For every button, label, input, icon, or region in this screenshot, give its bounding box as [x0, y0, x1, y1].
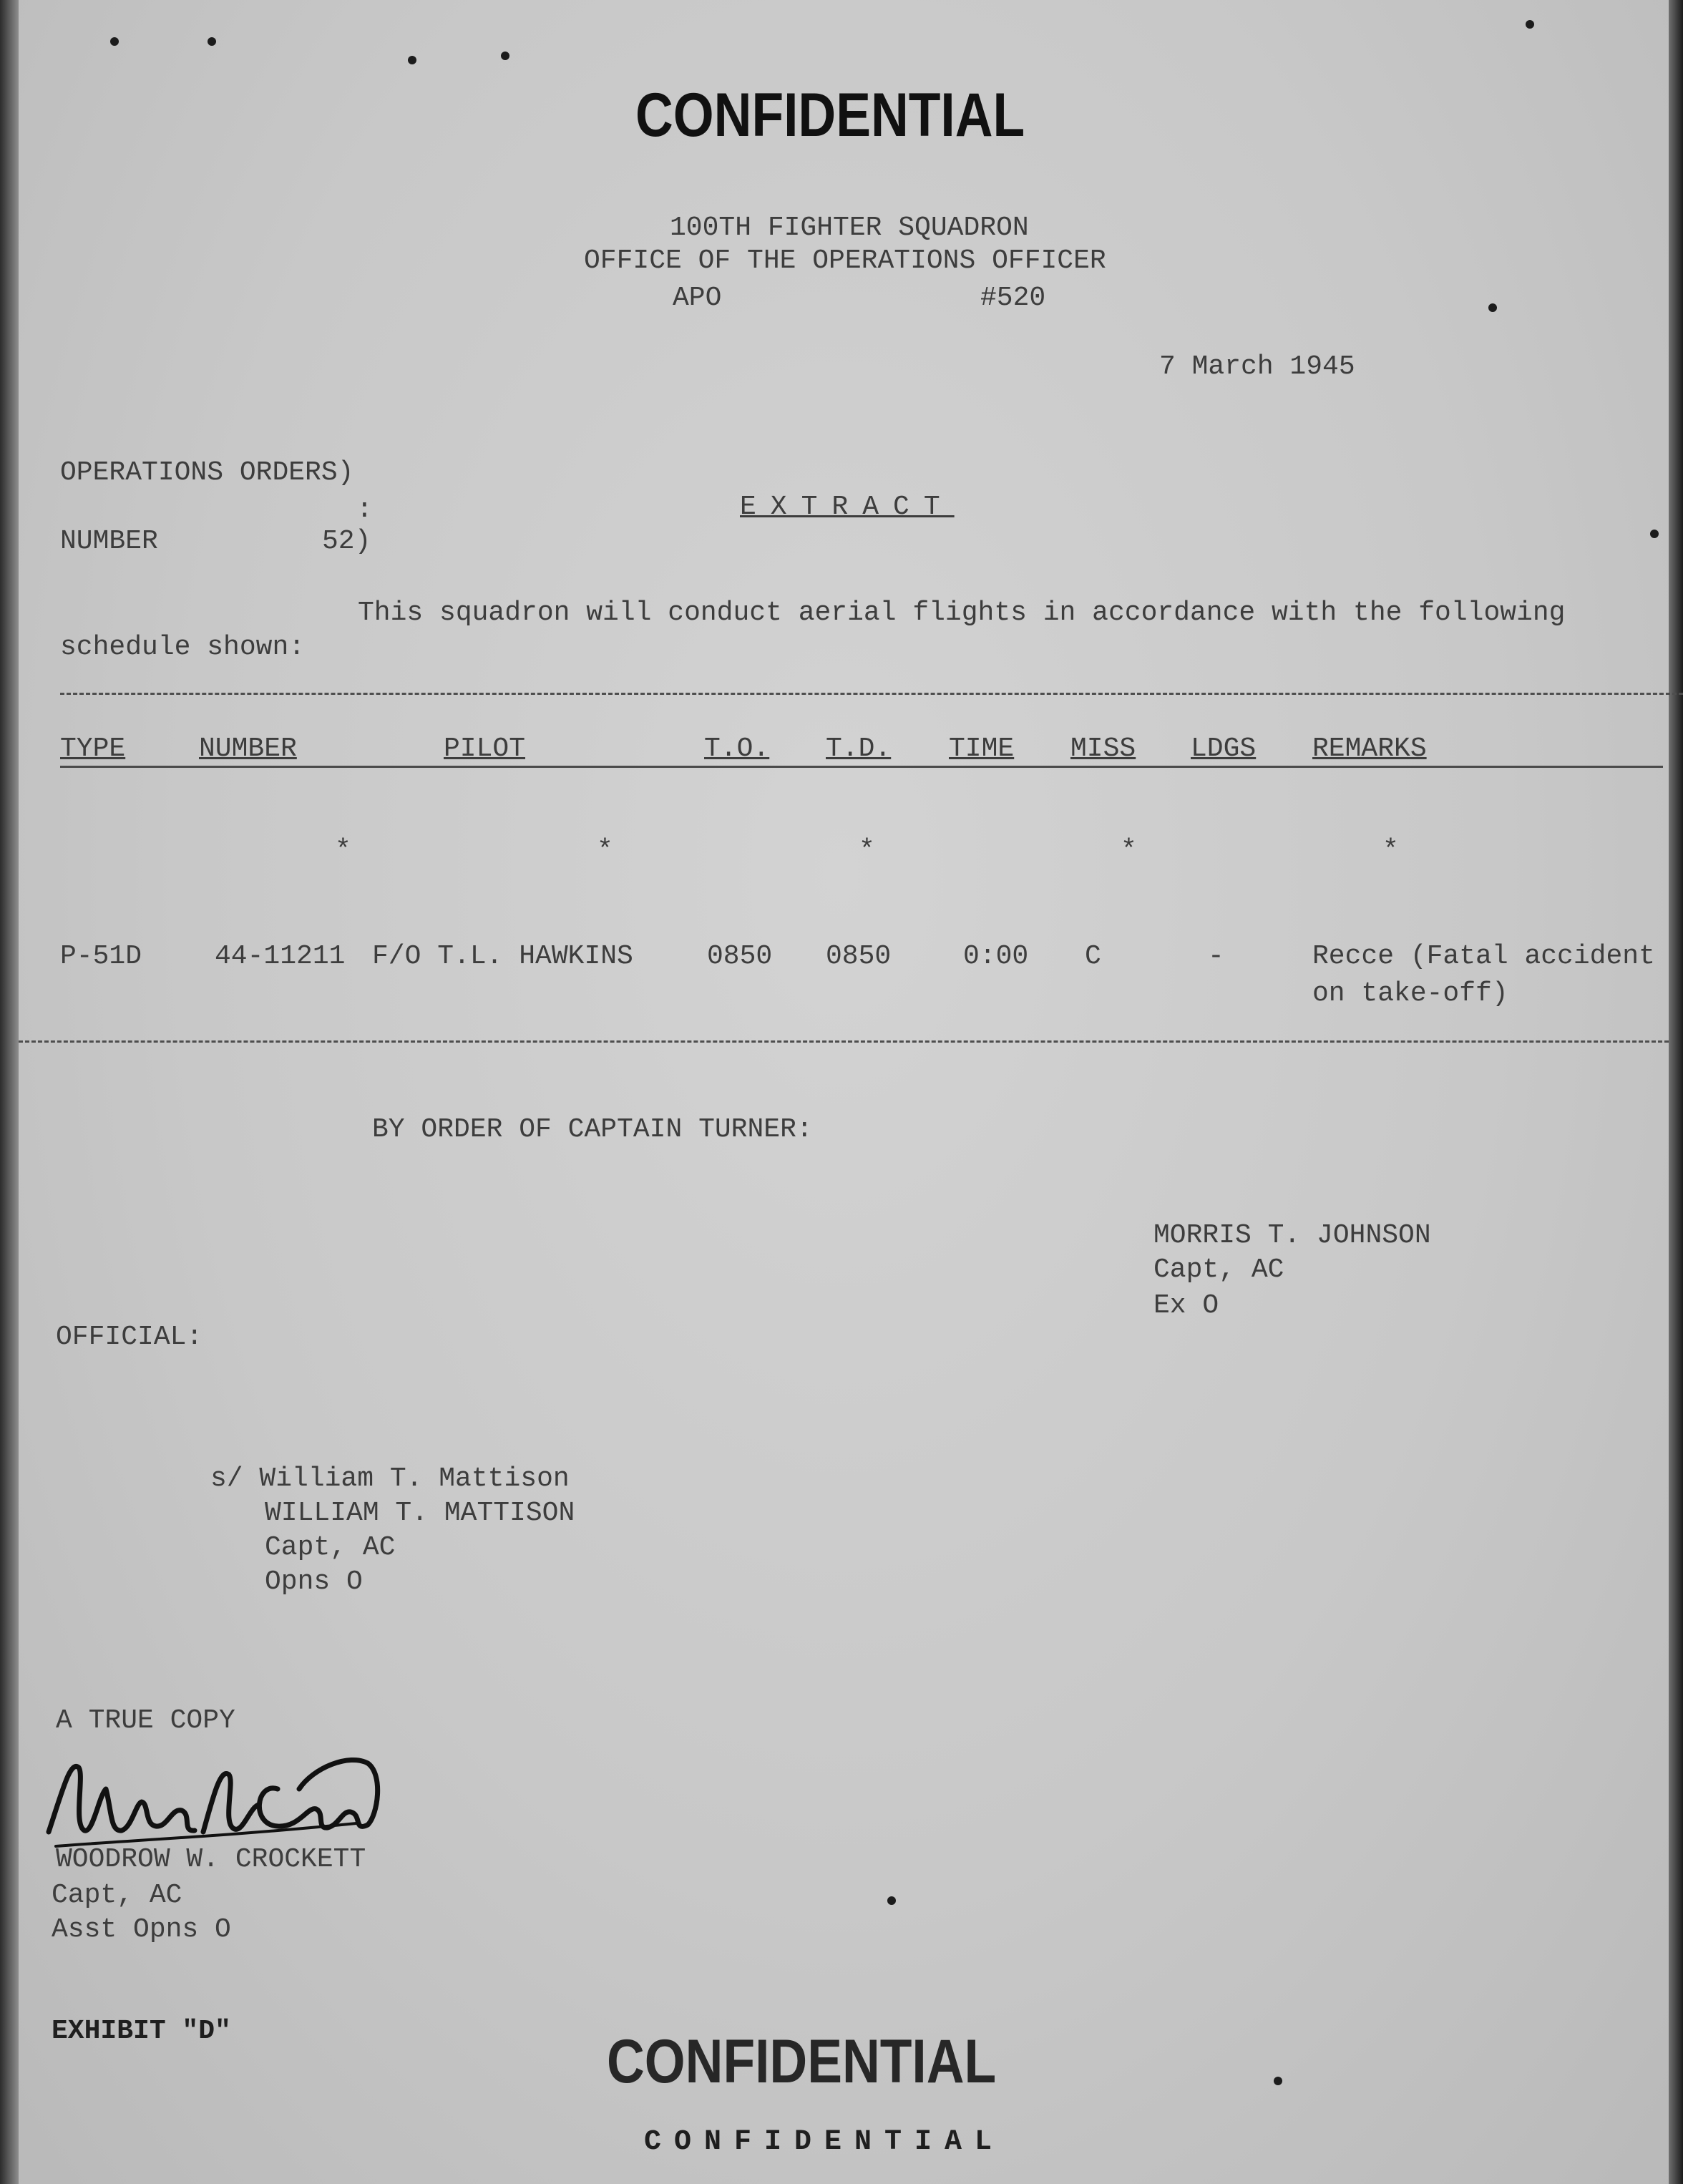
by-order-line: BY ORDER OF CAPTAIN TURNER:: [372, 1114, 813, 1145]
header-rule: [60, 766, 1663, 768]
cell-ldgs: -: [1208, 941, 1224, 972]
cell-td: 0850: [826, 941, 892, 972]
cell-remarks-line-1: Recce (Fatal accident: [1312, 941, 1655, 972]
ink-speck: [110, 37, 119, 46]
column-header-remarks: REMARKS: [1312, 733, 1427, 764]
intro-line-1: This squadron will conduct aerial flights in accordance with the following: [358, 598, 1566, 628]
true-copy-rank: Capt, AC: [52, 1880, 182, 1911]
orders-number: 52): [322, 526, 371, 557]
column-header-time: TIME: [949, 733, 1015, 764]
official-rank: Capt, AC: [265, 1532, 396, 1563]
office-name: OFFICE OF THE OPERATIONS OFFICER: [584, 245, 1106, 276]
official-signed: s/ William T. Mattison: [210, 1463, 570, 1494]
cell-type: P-51D: [60, 941, 142, 972]
confidential-stamp-top: CONFIDENTIAL: [635, 81, 1025, 150]
omission-asterisk: *: [1121, 835, 1137, 866]
page-right-edge: [1669, 0, 1683, 2184]
official-label: OFFICIAL:: [56, 1322, 203, 1352]
true-copy-title: Asst Opns O: [52, 1914, 231, 1945]
cell-number: 44-11211: [215, 941, 346, 972]
unit-name: 100TH FIGHTER SQUADRON: [670, 213, 1029, 243]
cell-time: 0:00: [963, 941, 1029, 972]
column-header-to: T.O.: [704, 733, 770, 764]
ink-speck: [887, 1896, 896, 1905]
ink-speck: [1650, 530, 1659, 538]
omission-asterisk: *: [1382, 835, 1399, 866]
table-bottom-rule: [19, 1040, 1669, 1043]
ink-speck: [408, 56, 416, 64]
signatory-title: Ex O: [1153, 1290, 1219, 1321]
apo-label: APO: [673, 283, 722, 313]
ink-speck: [501, 52, 509, 60]
orders-label: OPERATIONS ORDERS): [60, 457, 354, 488]
ink-speck: [1488, 303, 1497, 312]
column-header-number: NUMBER: [199, 733, 297, 764]
orders-number-label: NUMBER: [60, 526, 158, 557]
confidential-footer: CONFIDENTIAL: [644, 2126, 1005, 2158]
exhibit-label: EXHIBIT "D": [52, 2016, 231, 2047]
ink-speck: [1274, 2077, 1282, 2085]
ink-speck: [208, 37, 216, 46]
true-copy-label: A TRUE COPY: [56, 1705, 235, 1736]
apo-number: #520: [980, 283, 1046, 313]
column-header-td: T.D.: [826, 733, 892, 764]
official-name: WILLIAM T. MATTISON: [265, 1498, 575, 1529]
document-date: 7 March 1945: [1159, 351, 1355, 382]
column-header-miss: MISS: [1070, 733, 1136, 764]
page-left-edge: [0, 0, 19, 2184]
table-top-rule: [60, 693, 1683, 695]
orders-colon: :: [356, 494, 373, 525]
intro-line-2: schedule shown:: [60, 632, 306, 663]
cell-remarks-line-2: on take-off): [1312, 978, 1508, 1009]
official-title: Opns O: [265, 1566, 363, 1597]
ink-speck: [1526, 20, 1534, 29]
true-copy-name: WOODROW W. CROCKETT: [56, 1844, 366, 1875]
cell-miss: C: [1085, 941, 1101, 972]
cell-pilot: F/O T.L. HAWKINS: [372, 941, 633, 972]
extract-title: EXTRACT: [740, 492, 955, 522]
column-header-pilot: PILOT: [444, 733, 526, 764]
signatory-rank: Capt, AC: [1153, 1254, 1284, 1285]
column-header-ldgs: LDGS: [1191, 733, 1257, 764]
signatory-name: MORRIS T. JOHNSON: [1153, 1220, 1431, 1251]
confidential-stamp-bottom: CONFIDENTIAL: [607, 2027, 997, 2096]
cell-to: 0850: [707, 941, 773, 972]
column-header-type: TYPE: [60, 733, 126, 764]
omission-asterisk: *: [335, 835, 351, 866]
omission-asterisk: *: [597, 835, 613, 866]
omission-asterisk: *: [859, 835, 875, 866]
